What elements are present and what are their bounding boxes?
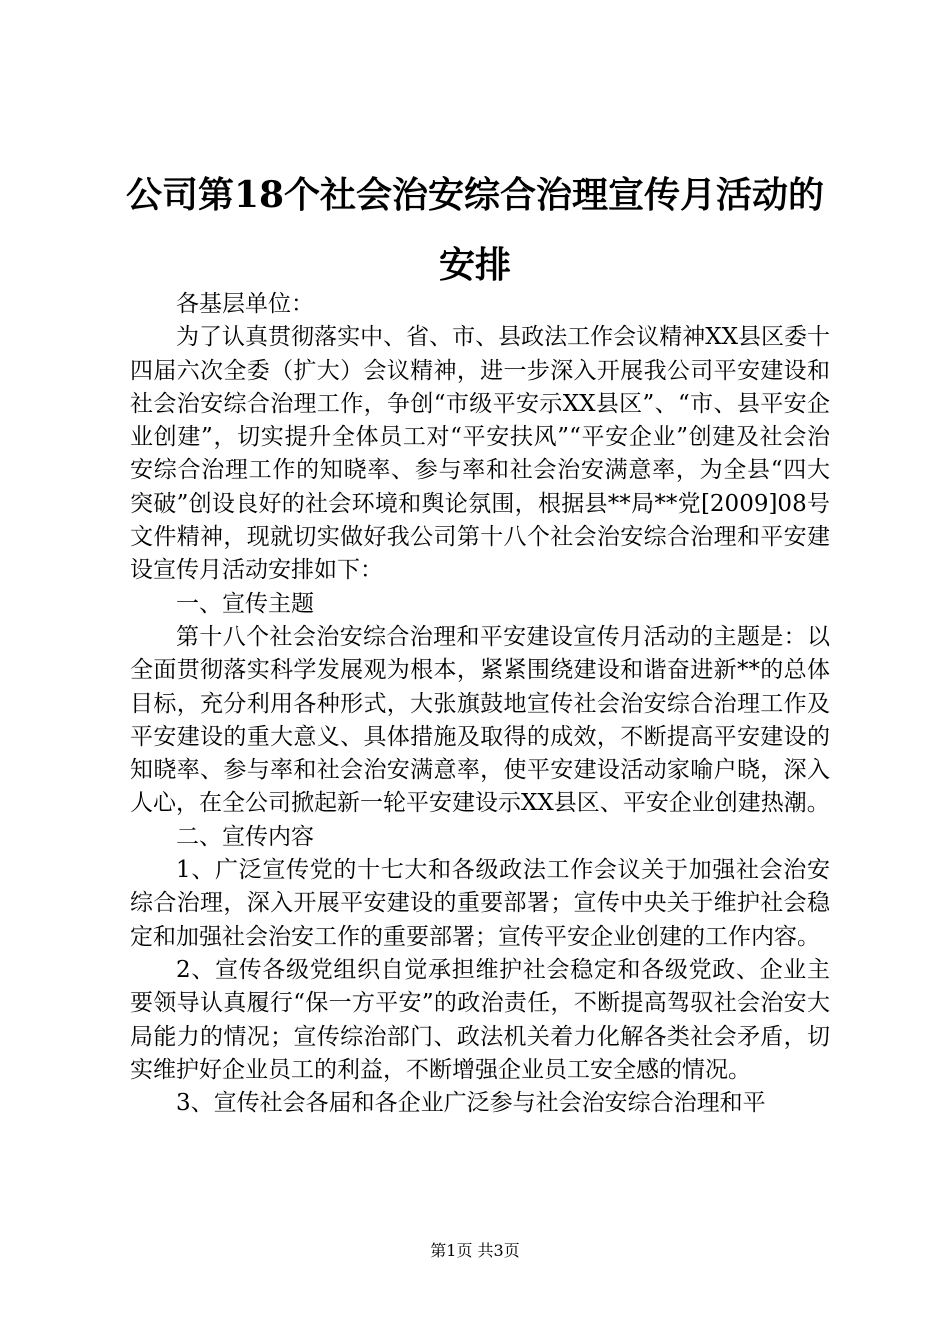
content-item-3: 3、宣传社会各届和各企业广泛参与社会治安综合治理和平 [176,1090,766,1117]
content-item-1: 1、广泛宣传党的十七大和各级政法工作会议关于加强社会治安综合治理，深入开展平安建设的重要部署；宣传中央关于维护社会稳定和加强社会治安工作的重要部署；宣传平安企业创建的工作内容。 [130,857,830,950]
intro-paragraph: 为了认真贯彻落实中、省、市、县政法工作会议精神XX县区委十四届六次全委（扩大）会议精神，进一步深入开展我公司平安建设和社会治安综合治理工作，争创“市级平安示XX县区”、“市、县平安企业创建”，切实提升全体员工对“平安扶风”“平安企业”创建及社会治安综合治理工作的知晓率、参与率和社会治安满意率，为全县“四大突破”创设良好的社会环境和舆论氛围，根据县**局**党[2009]08号文件精神，现就切实做好我公司第十八个社会治安综合治理和平安建设宣传月活动安排如下： [130,324,830,584]
salutation: 各基层单位： [176,291,314,317]
document-body [130,288,830,1120]
content-item-2: 2、宣传各级党组织自觉承担维护社会稳定和各级党政、企业主要领导认真履行“保一方平安”的政治责任，不断提高驾驭社会治安大局能力的情况；宣传综治部门、政法机关着力化解各类社会矛盾，切实维护好企业员工的利益，不断增强企业员工安全感的情况。 [130,956,830,1083]
page-number-footer: 第1页 共3页 [430,1241,520,1260]
section-heading-content: 二、宣传内容 [176,823,314,850]
section-heading-theme: 一、宣传主题 [176,590,314,617]
theme-paragraph: 第十八个社会治安综合治理和平安建设宣传月活动的主题是：以全面贯彻落实科学发展观为根本，紧紧围绕建设和谐奋进新**的总体目标，充分利用各种形式，大张旗鼓地宣传社会治安综合治理工作及平安建设的重大意义、具体措施及取得的成效，不断提高平安建设的知晓率、参与率和社会治安满意率，使平安建设活动家喻户晓，深入人心，在全公司掀起新一轮平安建设示XX县区、平安企业创建热潮。 [130,623,830,817]
document-title: 公司第18个社会治安综合治理宣传月活动的安排 [125,174,825,286]
